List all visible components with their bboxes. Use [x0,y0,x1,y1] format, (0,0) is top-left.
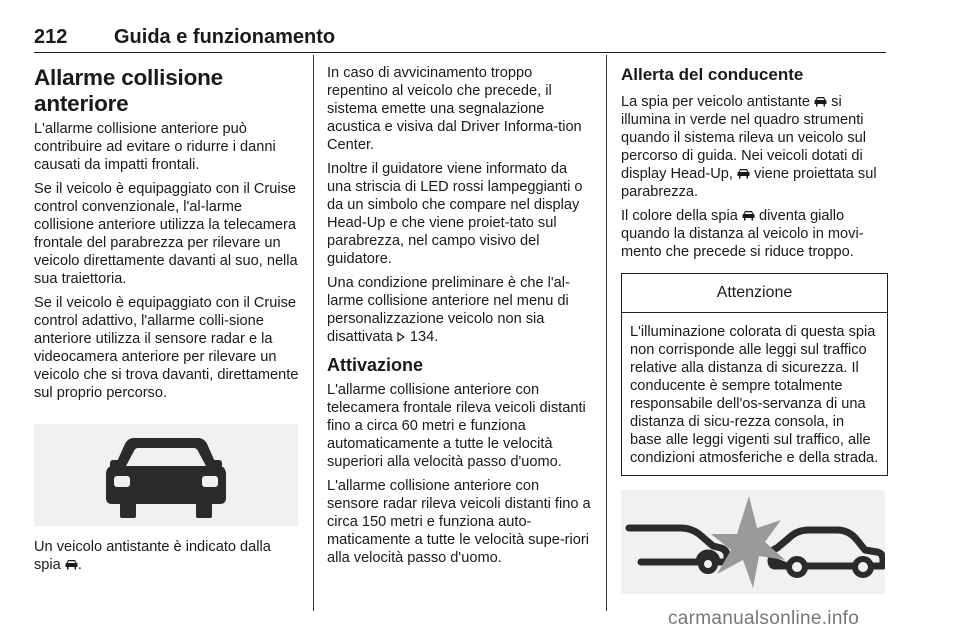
paragraph: L'allarme collisione anteriore con telecamera frontale rileva veicoli distanti fino a circa 60 metri e funziona automaticamente a tutte le velocità superiori alla velocità passo d'uomo. [327,382,586,470]
impact-star-icon [711,496,785,588]
paragraph: Una condizione preliminare è che l'al-larme collisione anteriore nel menu di personalizzazione veicolo non sia disattivata 134. [327,275,570,345]
warning-body [622,313,887,475]
vehicle-ahead-illustration [34,424,298,526]
paragraph: La spia per veicolo antistante si illumina in verde nel quadro strumenti quando il sistema rileva un veicolo sul percorso di guida. Nei veicoli dotati di display Head-Up, viene proiettata sul parabrezza. [621,94,877,200]
column-1 [34,55,300,580]
paragraph: Inoltre il guidatore viene informato da una striscia di LED rossi lampeggianti o da un simbolo che compare nel display Head-Up e che viene proiet-tato sul parabrezza, nel campo visivo del guidatore. [327,161,583,267]
warning-title: Attenzione [622,274,887,313]
vehicle-ahead-lamp-icon [737,168,750,179]
section-heading: Allarme collisione anteriore [34,65,223,116]
page-number: 212 [34,26,68,48]
vehicle-ahead-lamp-icon [742,210,755,221]
column-divider [313,55,314,611]
front-car-wheel [789,559,805,575]
page-header [34,22,886,53]
column-divider [606,55,607,611]
subsection-heading: Attivazione [327,355,424,375]
paragraph: L'allarme collisione anteriore può contribuire ad evitare o ridurre i danni causati da impatti frontali. [34,121,276,173]
collision-icon [621,490,885,594]
vehicle-ahead-lamp-icon [814,96,827,107]
vehicle-ahead-icon [34,424,298,526]
warning-text: L'illuminazione colorata di questa spia non corrisponde alle leggi sul traffico relative alla distanza di sicurezza. Il conducente è sempre totalmente responsabile dell'os-servanza di una distanza di sicu-rezza consola, in base alle leggi vigenti sul traffico, alle condizioni atmosferiche e della strada. [630,324,879,466]
vehicle-ahead-lamp-icon [65,559,78,570]
paragraph: Il colore della spia diventa giallo quando la distanza al veicolo in movi-mento che precede si riduce troppo. [621,208,864,260]
paragraph: Se il veicolo è equipaggiato con il Cruise control adattivo, l'allarme colli-sione anteriore utilizza il sensore radar e la videocamera anteriore per rilevare un veicolo che si trova davanti, direttamente sul proprio percorso. [34,295,299,401]
paragraph: Se il veicolo è equipaggiato con il Cruise control convenzionale, l'al-larme collisione anteriore utilizza la telecamera frontale del parabrezza per rilevare un veicolo direttamente davanti al suo, nella sua traiettoria. [34,181,298,287]
warning-box [621,273,888,476]
chapter-title: Guida e funzionamento [114,26,336,48]
page-reference-arrow [397,328,406,346]
column-3 [621,55,888,594]
caption: Un veicolo antistante è indicato dalla spia . [34,539,271,573]
column-2 [327,55,591,573]
paragraph: In caso di avvicinamento troppo repentino al veicolo che precede, il sistema emette una segnalazione acustica e visiva dal Driver Informa-tion Center. [327,65,582,153]
front-car-wheel [855,559,871,575]
paragraph: L'allarme collisione anteriore con sensore radar rileva veicoli distanti fino a circa 150 metri e funziona auto-maticamente a tutte le velocità supe-riori alla velocità passo d'uomo. [327,478,591,566]
collision-illustration [621,490,885,594]
subsection-heading: Allerta del conducente [621,65,804,84]
watermark: carmanualsonline.info [668,608,860,629]
page-reference-link[interactable]: 134. [409,329,439,345]
rear-car-wheel [701,557,715,571]
